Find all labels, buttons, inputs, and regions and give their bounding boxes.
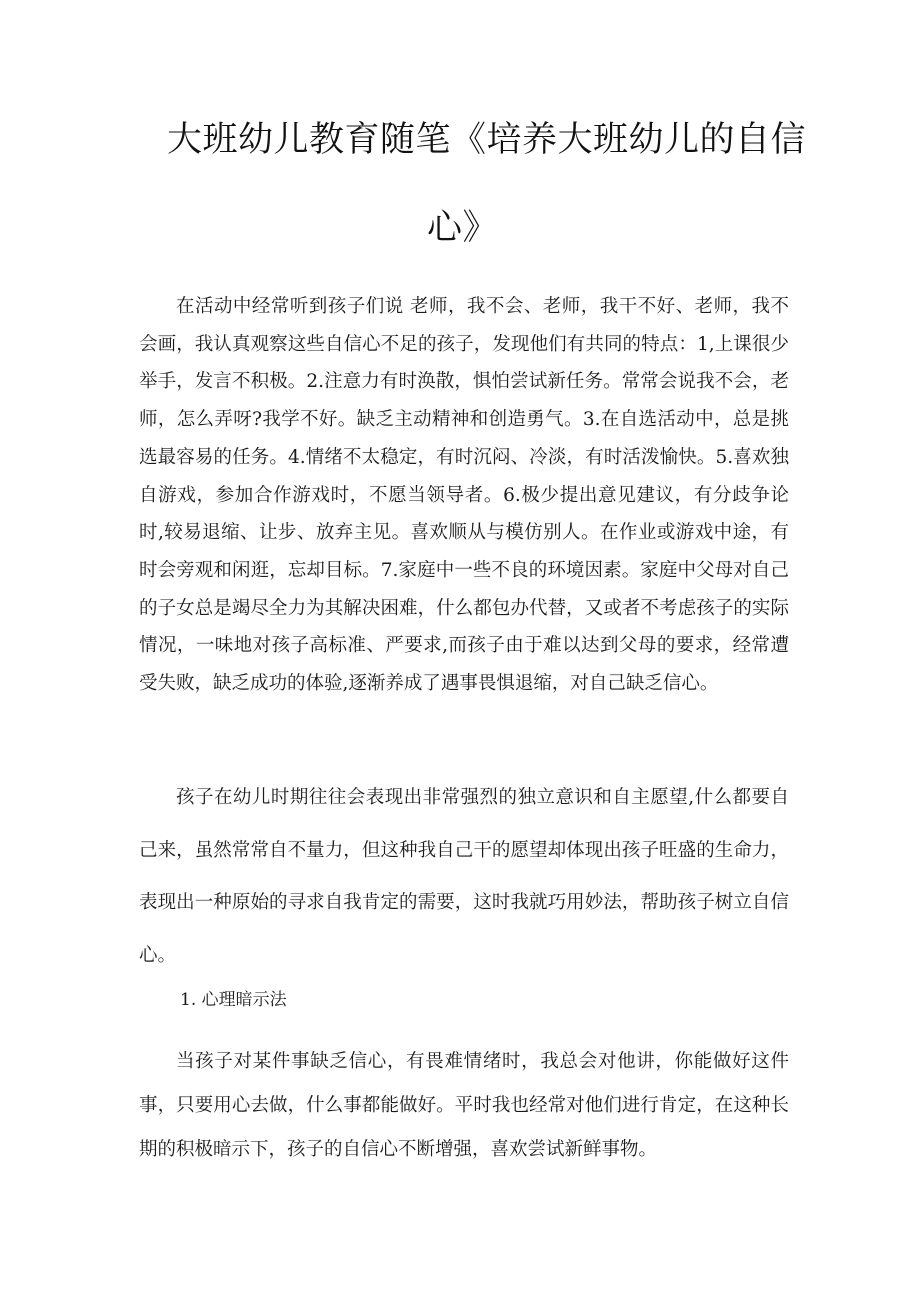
body-paragraph-suggestion-method: 当孩子对某件事缺乏信心，有畏难情绪时，我总会对他讲，你能做好这件事，只要用心去做，什么事都能做好。平时我也经常对他们进行肯定，在这种长期的积极暗示下，孩子的自信心不断增强，喜欢尝试新鲜事物。: [139, 1051, 789, 1160]
body-paragraph-observations: 在活动中经常听到孩子们说 老师，我不会、老师，我干不好、老师，我不会画，我认真观察这些自信心不足的孩子，发现他们有共同的特点：1,上课很少举手，发言不积极。2.注意力有时涣散，惧怕尝试新任务。常常会说我不会，老师，怎么弄呀?我学不好。缺乏主动精神和创造勇气。3.在自选活动中，总是挑选最容易的任务。4.情绪不太稳定，有时沉闷、冷淡，有时活泼愉快。5.喜欢独自游戏，参加合作游戏时，不愿当领导者。6.极少提出意见建议，有分歧争论时,较易退缩、让步、放弃主见。喜欢顺从与模仿别人。在作业或游戏中途，有时会旁观和闲逛，忘却目标。7.家庭中一些不良的环境因素。家庭中父母对自己的子女总是竭尽全力为其解决困难，什么都包办代替，又或者不考虑孩子的实际情况，一味地对孩子高标准、严要求,而孩子由于难以达到父母的要求，经常遭受失败，缺乏成功的体验,逐渐养成了遇事畏惧退缩，对自己缺乏信心。: [139, 296, 789, 695]
body-paragraph-independence: 孩子在幼儿时期往往会表现出非常强烈的独立意识和自主愿望,什么都要自己来，虽然常常自不量力，但这种我自己干的愿望却体现出孩子旺盛的生命力，表现出一种原始的寻求自我肯定的需要，这时我就巧用妙法，帮助孩子树立自信心。: [139, 787, 789, 966]
section-heading-psychological-suggestion: 1. 心理暗示法: [180, 990, 287, 1010]
document-title-line-2: 心》: [427, 208, 499, 248]
document-title-line-1: 大班幼儿教育随笔《培养大班幼儿的自信: [167, 120, 807, 160]
